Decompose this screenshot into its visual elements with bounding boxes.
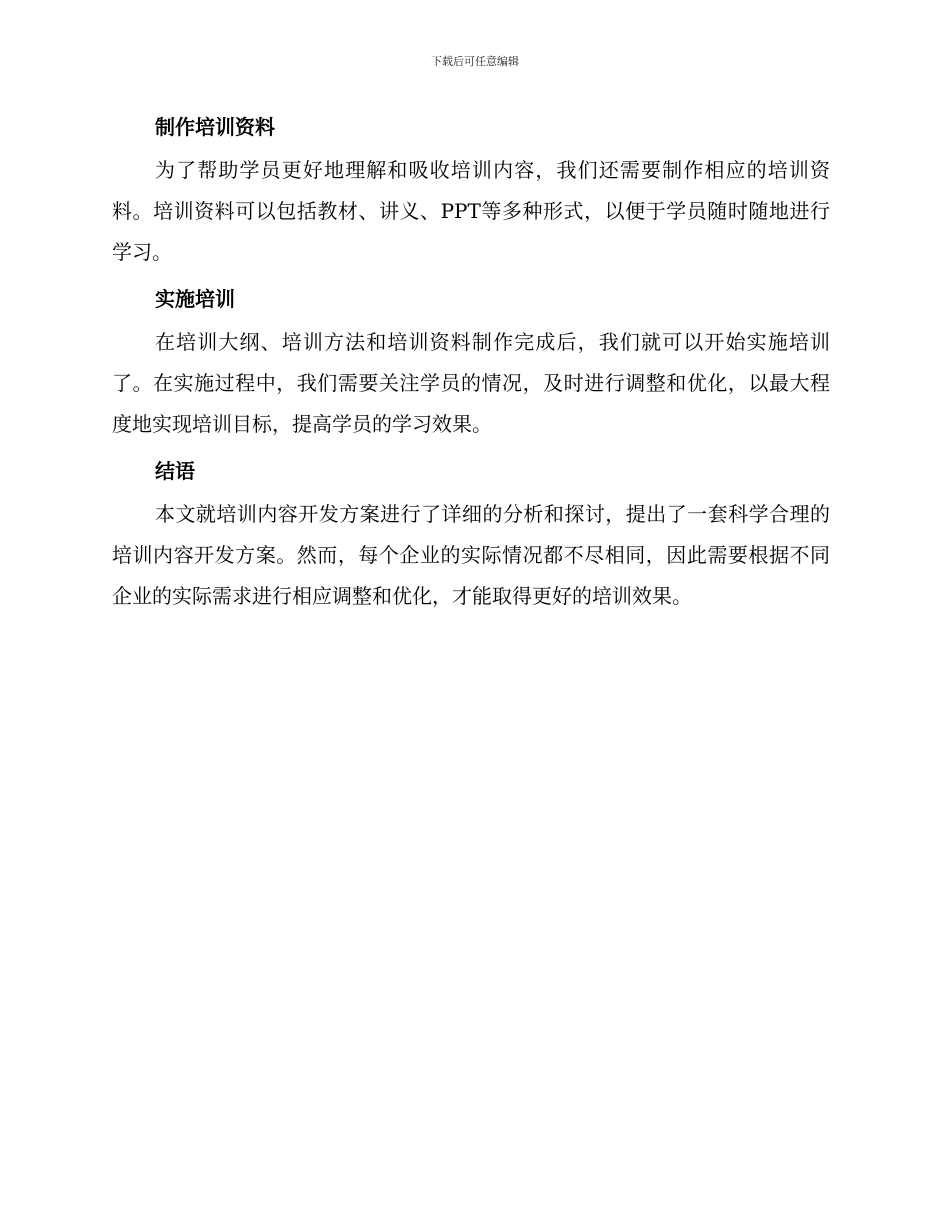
section-conclusion <box>112 455 830 617</box>
section-training-materials <box>112 111 830 273</box>
page-header: 下载后可任意编辑 <box>431 55 519 68</box>
section-heading: 实施培训 <box>155 287 235 311</box>
document-body <box>112 111 830 627</box>
section-heading: 结语 <box>155 459 195 483</box>
section-paragraph: 本文就培训内容开发方案进行了详细的分析和探讨，提出了一套科学合理的培训内容开发方案。然而，每个企业的实际情况都不尽相同，因此需要根据不同企业的实际需求进行相应调整和优化，才能取得更好的培训效果。 <box>112 502 830 608</box>
section-paragraph: 在培训大纲、培训方法和培训资料制作完成后，我们就可以开始实施培训了。在实施过程中，我们需要关注学员的情况，及时进行调整和优化，以最大程度地实现培训目标，提高学员的学习效果。 <box>112 330 830 436</box>
section-heading: 制作培训资料 <box>155 115 275 139</box>
section-implement-training <box>112 283 830 445</box>
section-paragraph: 为了帮助学员更好地理解和吸收培训内容，我们还需要制作相应的培训资料。培训资料可以包括教材、讲义、PPT等多种形式，以便于学员随时随地进行学习。 <box>112 158 830 264</box>
